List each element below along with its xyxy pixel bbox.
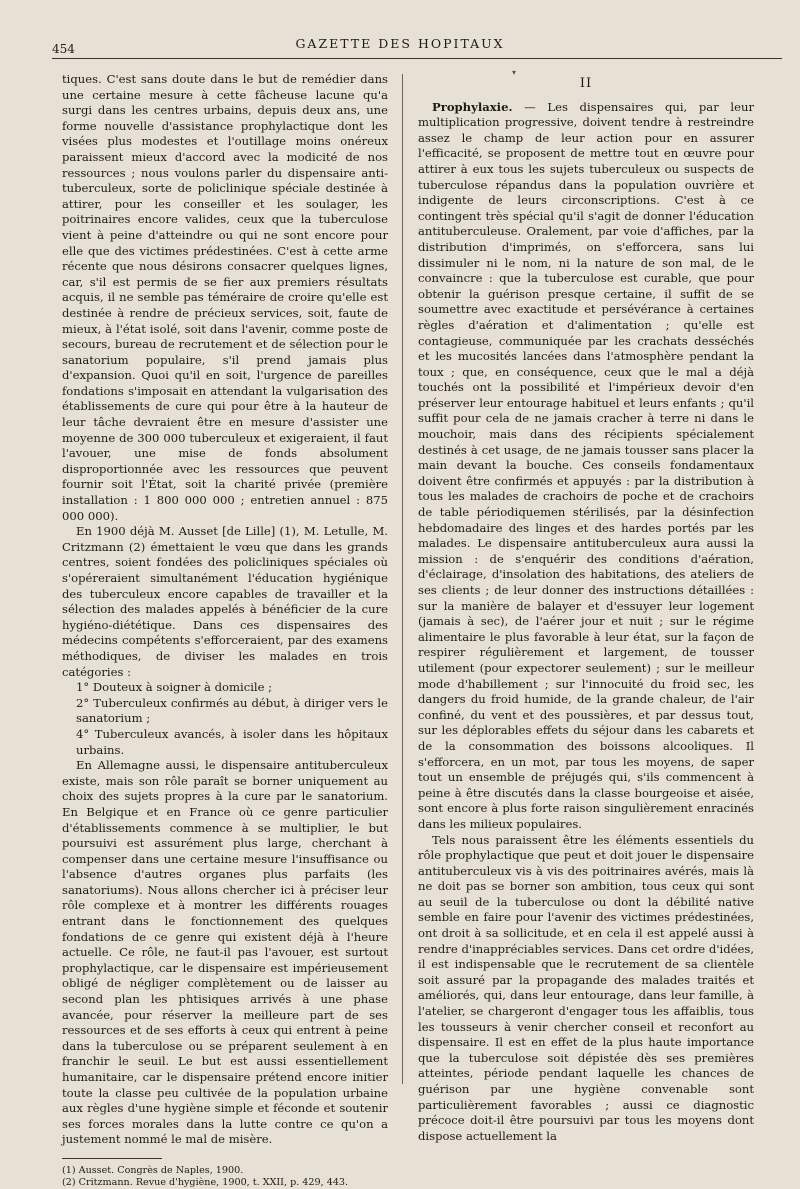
paragraph: En 1900 déjà M. Ausset [de Lille] (1), M. Letulle, M. Critzmann (2) émettaient le vœu que dans les grands centres, soient fondées des policliniques spéciales où s'opéreraient simultanément l'éducation hygiénique des tuberculeux encore capables de travailler et la sélection des malades appelés à bénéficier de la cure hygiéno-diététique. Dans ces dispensaires des médecins compétents s'efforceraient, par des examens méthodiques, de diviser les malades en trois catégories : bbox=[62, 524, 388, 679]
list-item: 4° Tuberculeux avancés, à isoler dans les hôpitaux urbains. bbox=[76, 726, 388, 757]
column-divider bbox=[402, 74, 403, 1084]
footnote: (1) Ausset. Congrès de Naples, 1900. bbox=[62, 1164, 244, 1176]
list-item: 1° Douteux à soigner à domicile ; bbox=[76, 680, 273, 695]
list-item: 2° Tuberculeux confirmés au début, à diriger vers le sanatorium ; bbox=[76, 695, 388, 726]
section-lead: Prophylaxie. bbox=[432, 99, 513, 114]
left-column bbox=[62, 72, 388, 1189]
page-number: 454 bbox=[52, 42, 75, 56]
footnotes bbox=[62, 1165, 388, 1189]
section-number: II bbox=[579, 76, 593, 91]
paragraph: En Allemagne aussi, le dispensaire antituberculeux existe, mais son rôle paraît se borner uniquement au choix des sujets propres à la cure par le sanatorium. En Belgique et en France où ce genre particulier d'établissements commence à se multiplier, le but poursuivi est assurément plus large, cherchant à compenser dans une certaine mesure l'insuffisance ou l'absence d'autres organes plus parfaits (les sanatoriums). Nous allons chercher ici à préciser leur rôle complexe et à montrer les différents rouages entrant dans le fonctionnement des quelques fondations de ce genre qui existent déjà à l'heure actuelle. Ce rôle, ne faut-il pas l'avouer, est surtout prophylactique, car le dispensaire est impérieusement obligé de négliger complètement ou de laisser au second plan les phtisiques arrivés à une phase avancée, pour réserver la meilleure part de ses ressources et de ses efforts à ceux qui entrent à peine dans la tuberculose ou se préparent seulement à en franchir le seuil. Le but est aussi essentiellement humanitaire, car le dispensaire prétend encore initier toute la classe peu cultivée de la population urbaine aux règles d'une hygiène simple et féconde et soutenir ses forces morales dans la lutte contre ce qu'on a justement nommé le mal de misère. bbox=[62, 758, 388, 1147]
paragraph: Tels nous paraissent être les éléments essentiels du rôle prophylactique que peut et doit jouer le dispensaire antituberculeux vis à vis des poitrinaires avérés, mais là ne doit pas se borner son ambition, tous ceux qui sont au seuil de la tuberculose ou dont la débilité native semble en faire pour l'avenir des victimes prédestinées, ont droit à sa sollicitude, et en cela il est appelé aussi à rendre d'inappréciables services. Dans cet ordre d'idées, il est indispensable que le recrutement de sa clientèle soit assuré par la propagande des malades traités et améliorés, qui, dans leur entourage, dans leur famille, à l'atelier, se chargeront d'engager tous les affaiblis, tous les tousseurs à venir chercher conseil et reconfort au dispensaire. Il est en effet de la plus haute importance que la tuberculose soit dépistée dès ses premières atteintes, période pendant laquelle les chances de guérison par une hygiène convenable sont particulièrement favorables ; aussi ce diagnostic précoce doit-il être poursuivi par tous les moyens dont dispose actuellement la bbox=[418, 832, 754, 1143]
paragraph: tiques. C'est sans doute dans le but de remédier dans une certaine mesure à cette fâcheuse lacune qu'a surgi dans les centres urbains, depuis deux ans, une forme nouvelle d'assistance prophylactique dont les visées plus modestes et l'outillage moins onéreux paraissent mieux d'accord avec la modicité de nos ressources ; nous voulons parler du dispensaire anti-tuberculeux, sorte de policlinique spéciale destinée à attirer, pour les conseiller et les soulager, les poitrinaires encore valides, ceux que la tuberculose vient à peine d'atteindre ou qui ne sont encore pour elle que des victimes prédestinées. C'est à cette arme récente que nous désirons consacrer quelques lignes, car, s'il est permis de se fier aux premiers résultats acquis, il ne semble pas téméraire de croire qu'elle est destinée à rendre de précieux services, soit, faute de mieux, à l'état isolé, soit dans l'avenir, comme poste de secours, bureau de recrutement et de sélection pour le sanatorium populaire, s'il prend jamais plus d'expansion. Quoi qu'il en soit, l'urgence de pareilles fondations s'imposait en attendant la vulgarisation des établissements de cure qui pour être à la hauteur de leur tâche devraient être en mesure d'assister une moyenne de 300 000 tuberculeux et exigeraient, il faut l'avouer, une mise de fonds absolument disproportionnée avec les ressources que peuvent fournir soit l'État, soit la charité privée (première installation : 1 800 000 000 ; entretien annuel : 875 000 000). bbox=[62, 72, 388, 523]
paragraph: — Les dispensaires qui, par leur multiplication progressive, doivent tendre à restreindre assez le champ de leur action pour en assurer l'efficacité, se proposent de mettre tout en œuvre pour attirer à eux tous les sujets tuberculeux ou suspects de tuberculose répandus dans la population ouvrière et indigente de leurs circonscriptions. C'est à ce contingent très spécial qu'il s'agit de donner l'éducation antituberculeuse. Oralement, par voie d'affiches, par la distribution d'imprimés, on s'efforcera, sans lui dissimuler ni le nom, ni la nature de son mal, de le convaincre : que la tuberculose est curable, que pour obtenir la guérison presque certaine, il suffit de se soumettre avec exactitude et persévérance à certaines règles d'aération et d'alimentation ; qu'elle est contagieuse, communiquée par les crachats desséchés et les mucosités lancées dans l'atmosphère pendant la toux ; que, en conséquence, ceux que le mal a déjà touchés ont la possibilité et l'impérieux devoir d'en préserver leur entourage habituel et leurs enfants ; qu'il suffit pour cela de ne jamais cracher à terre ni dans le mouchoir, mais dans des récipients spécialement destinés à cet usage, de ne jamais tousser sans placer la main devant la bouche. Ces conseils fondamentaux doivent être confirmés et appuyés : par la distribution à tous les malades de crachoirs de poche et de crachoirs de table périodiquemen stérilisés, par la désinfection hebdomadaire des linges et des hardes portés par les malades. Le dispensaire antituberculeux aura aussi la mission : de s'enquérir des conditions d'aération, d'éclairage, d'insolation des habitations, des ateliers de ses clients ; de leur donner des instructions détaillées : sur la manière de balayer et d'essuyer leur logement (jamais à sec), de l'aérer jour et nuit ; sur le régime alimentaire le plus favorable à leur état, sur la façon de respirer régulièrement et largement, de tousser utilement (pour expectorer seulement) ; sur le meilleur mode d'habillement ; sur l'innocuité du froid sec, les dangers du froid humide, de la grande chaleur, de l'air confiné, du vent et des poussières, et par dessus tout, sur les déplorables effets du séjour dans les cabarets et de la consommation des boissons alcooliques. Il s'efforcera, en un mot, par tous les moyens, de saper tout un ensemble de préjugés qui, s'ils commencent à peine à être discutés dans la classe bourgeoise et aisée, sont encore à plus forte raison singulièrement enracinés dans les milieux populaires. bbox=[418, 99, 754, 831]
right-column bbox=[418, 76, 754, 1144]
ornament-mark: ▾ bbox=[512, 68, 517, 77]
footnote: (2) Critzmann. Revue d'hygiène, 1900, t. XXII, p. 429, 443. bbox=[62, 1176, 349, 1188]
footnote-rule bbox=[62, 1158, 162, 1159]
header-rule bbox=[52, 58, 782, 59]
running-title: GAZETTE DES HOPITAUX bbox=[295, 36, 505, 51]
